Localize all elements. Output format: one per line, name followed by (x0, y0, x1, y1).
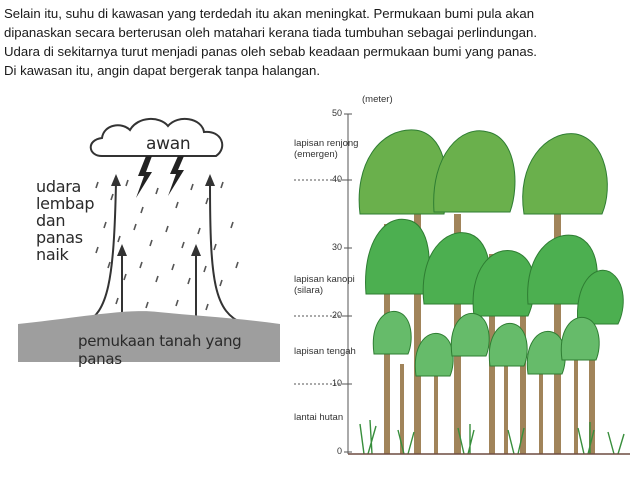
unit-label: (meter) (362, 94, 393, 105)
middle-crowns (373, 311, 599, 376)
rising-air-label: udara lembap dan panas naik (36, 177, 95, 264)
tick-50: 50 (331, 108, 342, 118)
convection-illustration (18, 112, 280, 368)
middle-layer-label: lapisan tengah (294, 346, 356, 357)
paragraph-line-1: Selain itu, suhu di kawasan yang terdedah itu akan meningkat. Permukaan bumi pula akan (4, 6, 535, 21)
forest-layers-illustration (284, 94, 630, 464)
rising-arrows (84, 182, 244, 324)
tick-40: 40 (331, 174, 342, 184)
emergent-crowns (359, 130, 607, 214)
cloud-label: awan (146, 134, 191, 154)
paragraph-line-2: dipanaskan secara berterusan oleh matahari kerana tiada tumbuhan sebagai perlindungan. (4, 25, 537, 40)
tick-0: 0 (336, 446, 342, 456)
paragraph-line-3: Udara di sekitarnya turut menjadi panas oleh sebab keadaan permukaan bumi yang panas. (4, 44, 537, 59)
paragraph-line-4: Di kawasan itu, angin dapat bergerak tanpa halangan. (4, 63, 320, 78)
tick-10: 10 (331, 378, 342, 388)
floor-layer-label: lantai hutan (294, 412, 344, 423)
canopy-layer-label: lapisan kanopi (silara) (294, 274, 355, 296)
body-paragraph (4, 4, 634, 80)
lightning-bolts (136, 156, 184, 198)
tick-30: 30 (331, 242, 342, 252)
ground-label: pemukaan tanah yang panas (78, 332, 242, 368)
canopy-crowns (366, 219, 624, 324)
emergent-layer-label: lapisan renjong (emergen) (294, 138, 359, 160)
tick-20: 20 (331, 310, 342, 320)
